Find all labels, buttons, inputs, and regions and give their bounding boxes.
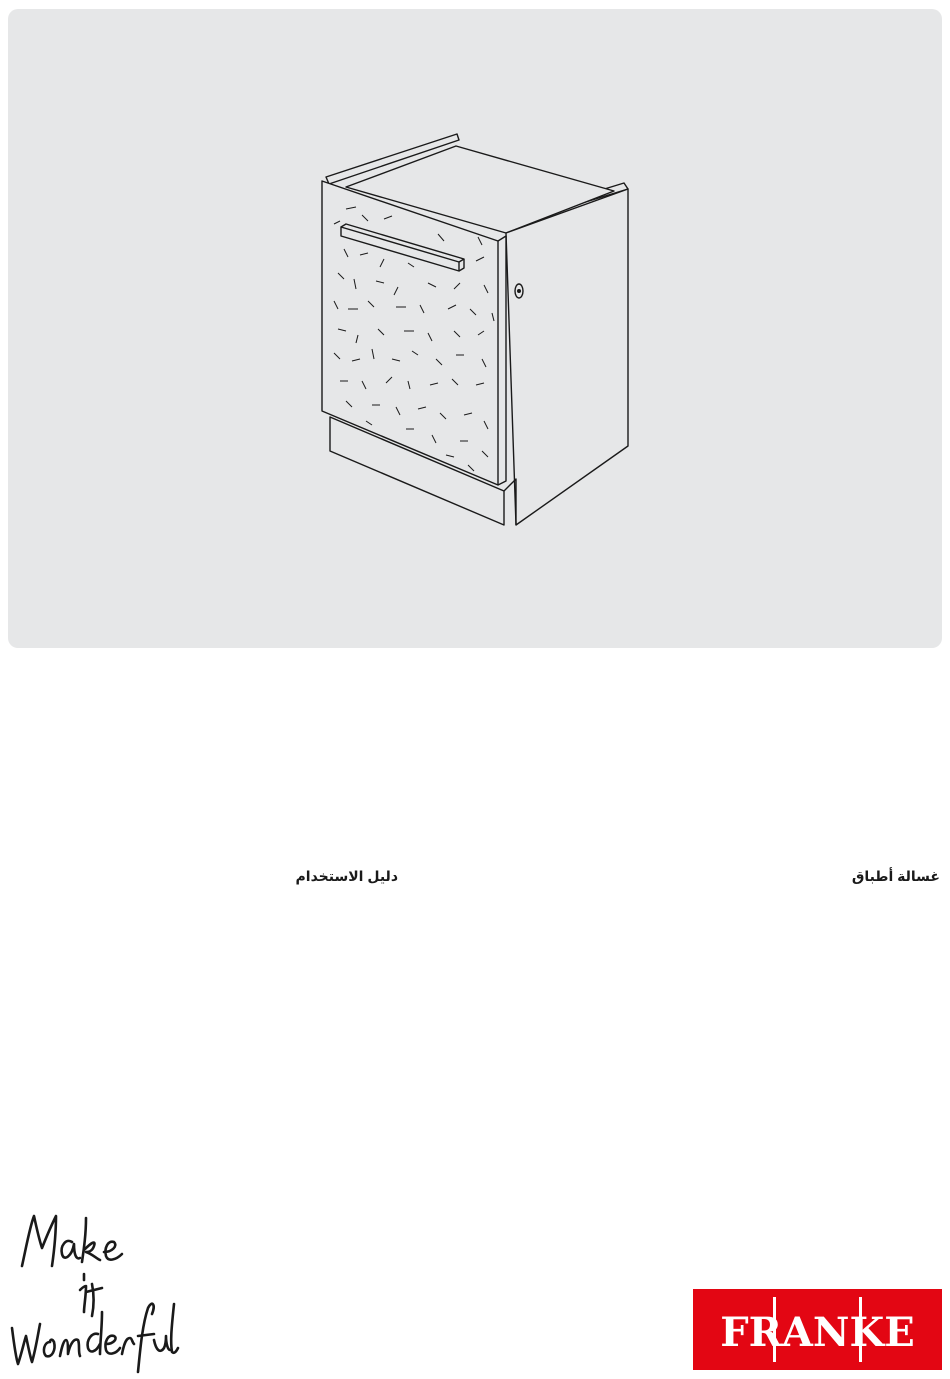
slogan-handwriting xyxy=(6,1208,181,1374)
franke-logo xyxy=(693,1289,942,1370)
dishwasher-illustration xyxy=(8,9,942,648)
document-title: دليل الاستخدام xyxy=(295,868,398,884)
logo-text: FRANKE xyxy=(720,1309,915,1356)
product-title: غسالة أطباق xyxy=(851,868,940,884)
hero-panel xyxy=(8,9,942,648)
